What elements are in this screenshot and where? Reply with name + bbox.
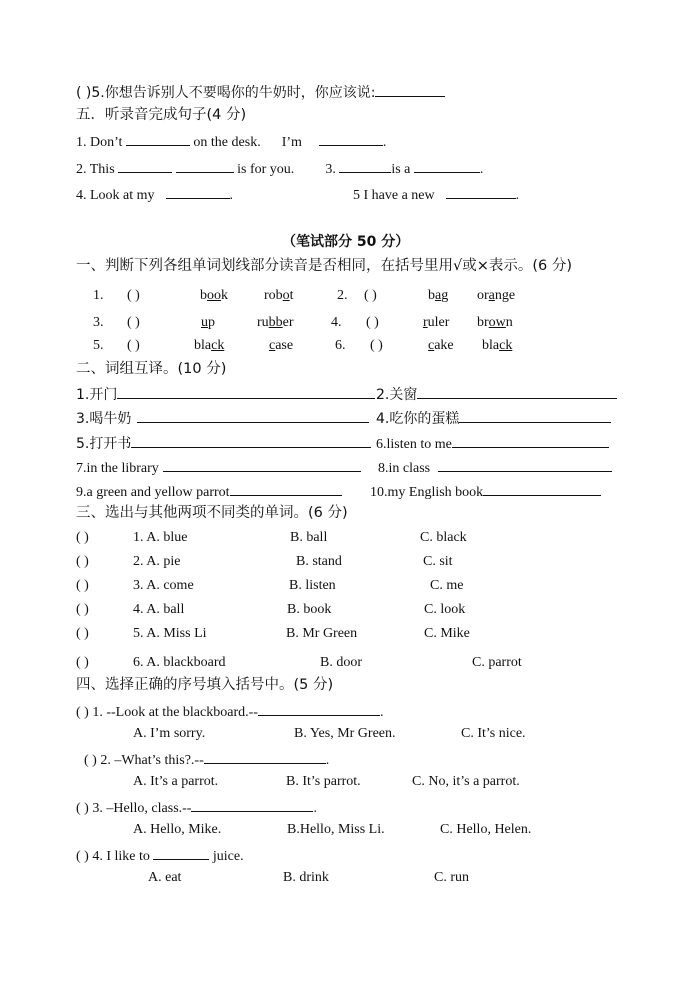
option-a: 1. A. blue: [133, 530, 188, 545]
sec2-item-10: 10.my English book: [370, 481, 601, 502]
answer-blank[interactable]: [446, 184, 516, 199]
option-b: B. Mr Green: [286, 626, 358, 641]
answer-blank[interactable]: [339, 158, 391, 173]
sec4-q4: [76, 845, 244, 866]
period: .: [515, 188, 520, 203]
answer-blank[interactable]: [176, 158, 234, 173]
option-a: 6. A. blackboard: [133, 655, 226, 670]
answer-paren[interactable]: ( ): [76, 530, 89, 545]
sec2-item-3: 3.喝牛奶: [76, 408, 369, 428]
option-b: B. It’s parrot.: [286, 774, 361, 789]
answer-paren[interactable]: ( ): [127, 288, 140, 303]
answer-paren[interactable]: ( ): [76, 554, 89, 569]
option-c: C. Mike: [424, 626, 470, 641]
option-a: A. I’m sorry.: [133, 726, 206, 741]
answer-paren[interactable]: ( ): [76, 849, 89, 864]
option-c: C. parrot: [472, 655, 522, 670]
answer-blank[interactable]: [126, 131, 190, 146]
word-case: case: [269, 338, 294, 353]
item-text: is for you.: [237, 162, 295, 177]
answer-blank[interactable]: [163, 457, 361, 472]
answer-blank[interactable]: [452, 433, 609, 448]
item-number: 1.: [93, 288, 104, 303]
sec4-q3: ( ) 3. –Hello, class.-- .: [76, 797, 317, 818]
answer-blank[interactable]: [131, 433, 371, 448]
word-orange: orange: [477, 288, 516, 303]
sec4-q2: ( ) 2. –What’s this?.-- .: [84, 749, 329, 770]
option-c: C. No, it’s a parrot.: [412, 774, 520, 789]
option-a: A. eat: [148, 870, 182, 885]
answer-paren[interactable]: ( ): [364, 288, 377, 303]
option-c: C. look: [424, 602, 466, 617]
sec4-q1: ( ) 1. --Look at the blackboard.-- .: [76, 701, 383, 722]
option-c: C. me: [430, 578, 464, 593]
item-text: 2. This: [76, 162, 115, 177]
option-b: B. door: [320, 655, 362, 670]
option-c: C. It’s nice.: [461, 726, 526, 741]
sec5-item-2: [76, 158, 483, 179]
sec5-item-3: [76, 184, 233, 205]
item-text: I’m: [281, 135, 302, 150]
answer-blank[interactable]: [204, 749, 326, 764]
answer-paren[interactable]: ( ): [76, 705, 89, 720]
option-b: B. drink: [283, 870, 329, 885]
word-brown: brown: [477, 315, 513, 330]
q5-text: 5.你想告诉别人不要喝你的牛奶时，你应该说:: [91, 85, 376, 101]
option-a: A. Hello, Mike.: [133, 822, 222, 837]
answer-blank[interactable]: [483, 481, 601, 496]
period: .: [382, 135, 387, 150]
answer-paren[interactable]: ( ): [127, 338, 140, 353]
option-b: B.Hello, Miss Li.: [287, 822, 385, 837]
answer-paren[interactable]: ( ): [76, 801, 89, 816]
answer-blank[interactable]: [414, 158, 480, 173]
item-text: 5 I have a new: [353, 188, 435, 203]
section-2-title: 二、词组互译。(10 分): [76, 361, 227, 377]
sec2-item-5: 5.打开书: [76, 433, 371, 453]
option-b: B. Yes, Mr Green.: [294, 726, 396, 741]
word-robot: robot: [264, 288, 294, 303]
answer-blank[interactable]: [137, 408, 369, 423]
answer-paren[interactable]: ( ): [370, 338, 383, 353]
answer-paren[interactable]: ( ): [76, 626, 89, 641]
word-up: up: [201, 315, 215, 330]
answer-blank[interactable]: [166, 184, 230, 199]
question-text-end: juice.: [212, 849, 244, 864]
answer-blank[interactable]: [118, 158, 172, 173]
section-1-title: 一、判断下列各组单词划线部分读音是否相同，在括号里用√或×表示。(6 分): [76, 258, 573, 274]
option-c: C. Hello, Helen.: [440, 822, 532, 837]
option-b: B. stand: [296, 554, 342, 569]
answer-blank[interactable]: [258, 701, 380, 716]
option-c: C. black: [420, 530, 467, 545]
question-text: 4. I like to: [92, 849, 150, 864]
answer-paren[interactable]: ( ): [76, 655, 89, 670]
answer-blank[interactable]: [117, 384, 375, 399]
option-b: B. ball: [290, 530, 328, 545]
sec2-item-9: 9.a green and yellow parrot: [76, 481, 342, 502]
word-black-2: black: [482, 338, 513, 353]
sec2-item-1: 1.开门: [76, 384, 375, 404]
item-text: on the desk.: [193, 135, 261, 150]
answer-blank[interactable]: [438, 457, 612, 472]
sec2-item-4: 4.吃你的蛋糕: [376, 408, 611, 428]
answer-blank[interactable]: [417, 384, 617, 399]
answer-blank[interactable]: [375, 82, 445, 97]
sec2-item-2: 2.关窗: [376, 384, 617, 404]
option-a: A. It’s a parrot.: [133, 774, 219, 789]
option-b: B. listen: [289, 578, 336, 593]
sec1-row-1: [93, 287, 104, 305]
answer-blank[interactable]: [319, 131, 383, 146]
item-number: 5.: [93, 338, 104, 353]
word-black: black: [194, 338, 225, 353]
item-number: 3.: [93, 315, 104, 330]
word-cake: cake: [428, 338, 454, 353]
word-bag: bag: [428, 288, 449, 303]
answer-paren[interactable]: ( ): [366, 315, 379, 330]
answer-blank[interactable]: [230, 481, 342, 496]
period: .: [229, 188, 234, 203]
answer-paren: ( ): [76, 85, 92, 101]
option-a: 4. A. ball: [133, 602, 185, 617]
item-number: 4.: [331, 315, 342, 330]
answer-blank[interactable]: [153, 845, 209, 860]
section-5-title: 五．听录音完成句子(4 分): [76, 107, 247, 123]
answer-blank[interactable]: [191, 797, 313, 812]
item-number: 6.: [335, 338, 346, 353]
sec5-item-4: [353, 184, 519, 205]
question-text: 3. –Hello, class.--: [92, 801, 192, 816]
option-a: 5. A. Miss Li: [133, 626, 207, 641]
sec2-item-8: 8.in class: [378, 457, 612, 478]
option-b: B. book: [287, 602, 332, 617]
written-title-text: （笔试部分 50 分）: [282, 234, 410, 250]
answer-paren[interactable]: ( ): [84, 753, 97, 768]
written-part-title: [282, 233, 409, 252]
word-book: book: [200, 288, 228, 303]
period: .: [479, 162, 484, 177]
item-text: 1. Don’t: [76, 135, 123, 150]
item-text: is a: [391, 162, 411, 177]
answer-paren[interactable]: ( ): [76, 578, 89, 593]
option-c: C. run: [434, 870, 469, 885]
sec2-item-7: 7.in the library: [76, 457, 361, 478]
question-text: 1. --Look at the blackboard.--: [92, 705, 258, 720]
item-text: 4. Look at my: [76, 188, 155, 203]
section-4-title: 四、选择正确的序号填入括号中。(5 分): [76, 677, 334, 693]
answer-paren[interactable]: ( ): [76, 602, 89, 617]
item-number: 3.: [325, 162, 336, 177]
word-ruler: ruler: [423, 315, 450, 330]
sec5-item-1: [76, 131, 386, 152]
sec2-item-6: 6.listen to me: [376, 433, 609, 454]
option-a: 2. A. pie: [133, 554, 181, 569]
answer-blank[interactable]: [459, 408, 611, 423]
option-a: 3. A. come: [133, 578, 194, 593]
item-number: 2.: [337, 288, 348, 303]
word-rubber: rubber: [257, 315, 294, 330]
option-c: C. sit: [423, 554, 453, 569]
answer-paren[interactable]: ( ): [127, 315, 140, 330]
q5-line: [76, 82, 445, 102]
section-3-title: 三、选出与其他两项不同类的单词。(6 分): [76, 505, 348, 521]
question-text: 2. –What’s this?.--: [100, 753, 204, 768]
